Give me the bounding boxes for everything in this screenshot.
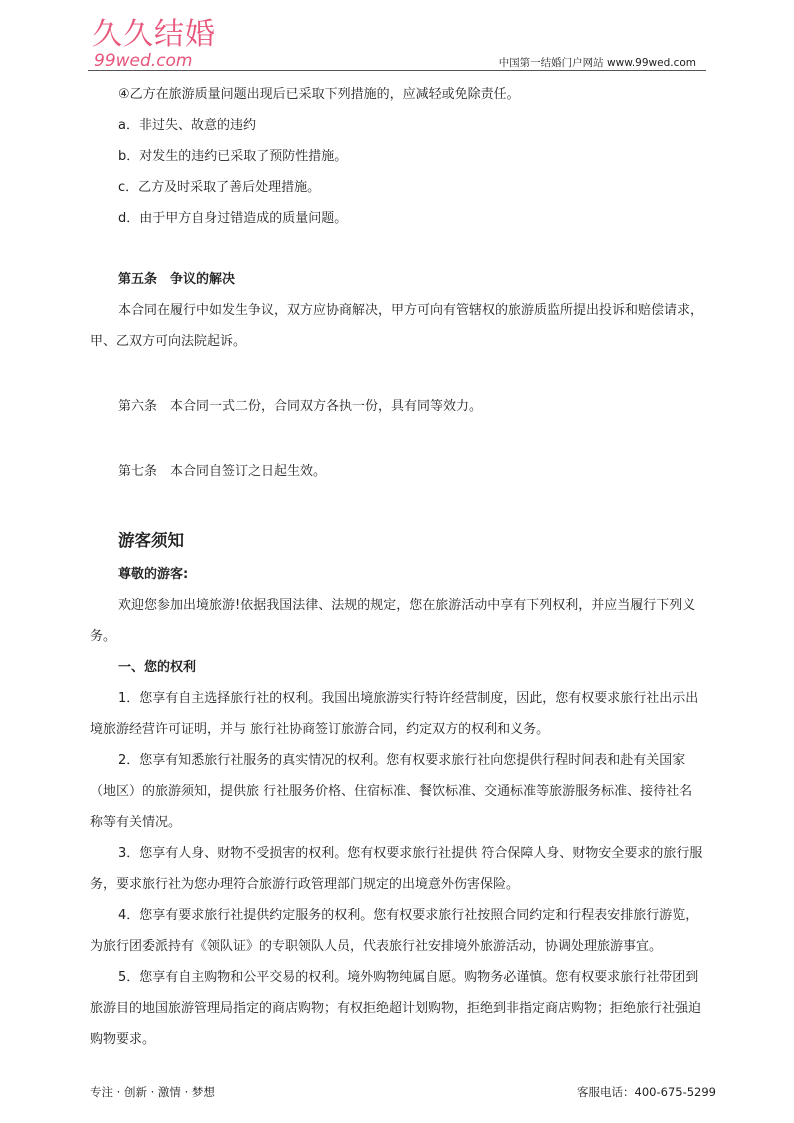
logo-domain-text: 99wed.com [94,51,193,71]
footer-phone: 客服电话：400-675-5299 [577,1085,716,1099]
article-6: 第六条 本合同一式二份，合同双方各执一份，具有同等效力。 [118,399,483,414]
rights-item: 1．您享有自主选择旅行社的权利。我国出境旅游实行特许经营制度，因此，您有权要求旅行社出示出境旅游经营许可证明，并与 旅行社协商签订旅游合同，约定双方的权利和义务。 [90,691,699,737]
spacer [90,487,704,517]
notice-title: 游客须知 [118,531,184,550]
rights-item: 3．您享有人身、财物不受损害的权利。您有权要求旅行社提供 符合保障人身、财物安全要求的旅行服务，要求旅行社为您办理符合旅游行政管理部门规定的出境意外伤害保险。 [90,846,703,892]
spacer [90,357,704,391]
clause-item-d: d．由于甲方自身过错造成的质量问题。 [118,211,348,226]
rights-title: 一、您的权利 [118,660,197,675]
site-logo[interactable] [92,18,216,70]
header-tagline: 中国第一结婚门户网站 www.99wed.com [498,57,696,69]
intro-paragraph: 欢迎您参加出境旅游!依据我国法律、法规的规定，您在旅游活动中享有下列权利，并应当履行下列义务。 [90,598,696,644]
clause-item-a: a．非过失、故意的违约 [118,118,256,133]
document-body [90,79,704,1055]
clause-item-b: b．对发生的违约已采取了预防性措施。 [118,149,348,164]
greeting: 尊敬的游客: [118,567,189,582]
logo-chinese-text: 久久结婚 [92,17,216,52]
spacer [90,422,704,456]
footer-slogan: 专注 · 创新 · 激情 · 梦想 [90,1085,215,1099]
article-7: 第七条 本合同自签订之日起生效。 [118,464,327,479]
article-5-body: 本合同在履行中如发生争议，双方应协商解决，甲方可向有管辖权的旅游质监所提出投诉和赔偿请求，甲、乙双方可向法院起诉。 [90,303,704,349]
rights-item: 2．您享有知悉旅行社服务的真实情况的权利。您有权要求旅行社向您提供行程时间表和赴有关国家（地区）的旅游须知，提供旅 行社服务价格、住宿标准、餐饮标准、交通标准等旅游服务标准、接待社名称等有关情况。 [90,753,693,830]
clause-item-4: ④乙方在旅游质量问题出现后已采取下列措施的，应减轻或免除责任。 [118,87,520,102]
clause-item-c: c．乙方及时采取了善后处理措施。 [118,180,321,195]
rights-item: 4．您享有要求旅行社提供约定服务的权利。您有权要求旅行社按照合同约定和行程表安排旅行游览，为旅行团委派持有《领队证》的专职领队人员，代表旅行社安排境外旅游活动，协调处理旅游事宜。 [90,908,699,954]
header-divider [88,70,706,71]
spacer [90,234,704,264]
article-5-title: 第五条 争议的解决 [118,272,236,287]
rights-item: 5．您享有自主购物和公平交易的权利。境外购物纯属自愿。购物务必谨慎。您有权要求旅行社带团到旅游目的地国旅游管理局指定的商店购物；有权拒绝超计划购物，拒绝到非指定商店购物；拒绝旅行社强迫购物要求。 [90,970,702,1047]
